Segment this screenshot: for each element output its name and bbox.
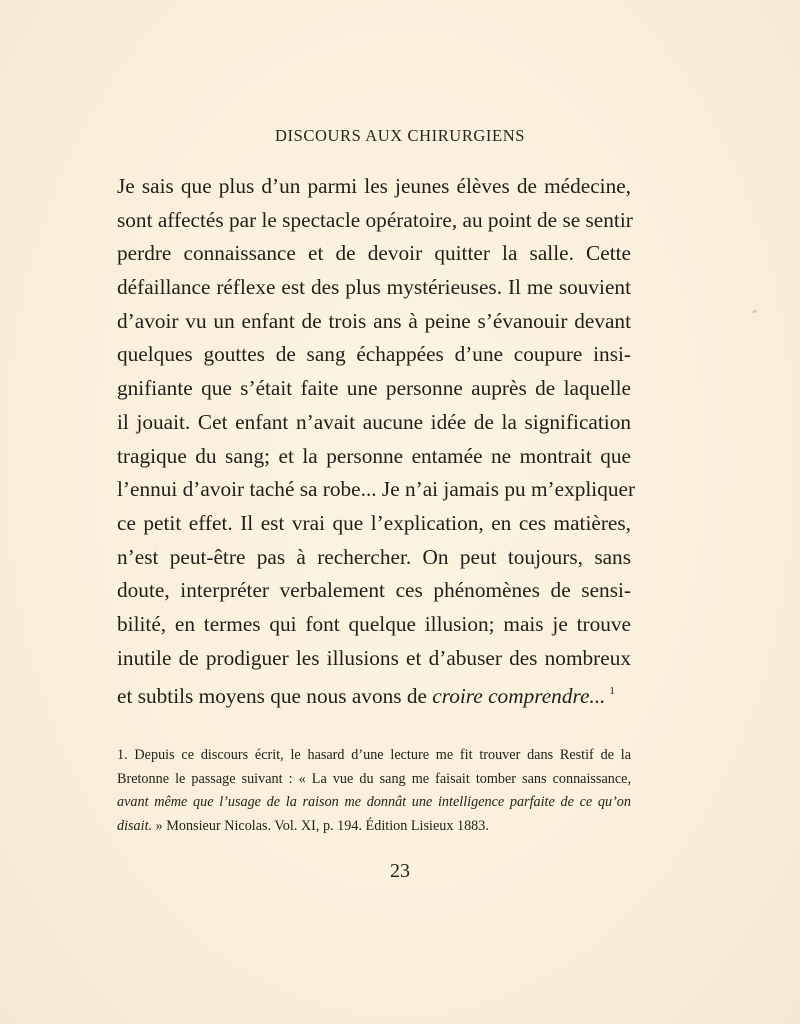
body-line: défaillance réflexe est des plus mystérieuses. Il me souvient (117, 275, 631, 300)
body-line: sont affectés par le spectacle opératoire, au point de se sentir (117, 207, 633, 232)
body-line: d’avoir vu un enfant de trois ans à peine s’évanouir devant (117, 308, 631, 333)
running-head: DISCOURS AUX CHIRURGIENS (274, 126, 526, 145)
body-paragraph (117, 170, 636, 709)
body-line: doute, interpréter verbalement ces phénomènes de sensi- (117, 578, 631, 603)
footnote-line: 1. Depuis ce discours écrit, le hasard d’une lecture me fit trouver dans Restif de la (117, 747, 631, 763)
footnote-reference: 1 (609, 685, 615, 698)
footnote-quote-end: disait. (117, 817, 153, 834)
last-line-text: et subtils moyens que nous avons de (117, 684, 433, 709)
body-line: l’ennui d’avoir taché sa robe... Je n’ai jamais pu m’expliquer (117, 477, 636, 502)
body-line: n’est peut-être pas à rechercher. On peut toujours, sans (117, 544, 631, 569)
body-line: quelques gouttes de sang échappées d’une coupure insi- (117, 342, 631, 367)
body-last-line (117, 675, 631, 709)
emphasis-text: croire comprendre... (432, 684, 606, 709)
footnote-line: Bretonne le passage suivant : « La vue du sang me faisait tomber sans connaissance, (117, 770, 631, 787)
body-line: tragique du sang; et la personne entamée ne montrait que (117, 443, 631, 468)
body-line: ce petit effet. Il est vrai que l’explication, en ces matières, (117, 510, 631, 535)
body-line: perdre connaissance et de devoir quitter la salle. Cette (117, 241, 631, 266)
body-line: gnifiante que s’était faite une personne auprès de laquelle (117, 376, 631, 401)
body-line: inutile de prodiguer les illusions et d’abuser des nombreux (117, 645, 631, 670)
body-line: bilité, en termes qui font quelque illusion; mais je trouve (117, 611, 631, 636)
body-line: il jouait. Cet enfant n’avait aucune idée de la signification (117, 409, 631, 434)
body-line: Je sais que plus d’un parmi les jeunes élèves de médecine, (117, 174, 631, 198)
footnote-quote-line: avant même que l’usage de la raison me donnât une intelligence parfaite de ce qu’on (117, 794, 631, 810)
page-number: 23 (390, 860, 410, 882)
footnote-citation: » Monsieur Nicolas. Vol. XI, p. 194. Édition Lisieux 1883. (152, 817, 489, 834)
footnote-last-line (117, 815, 631, 839)
footnote (117, 744, 631, 838)
